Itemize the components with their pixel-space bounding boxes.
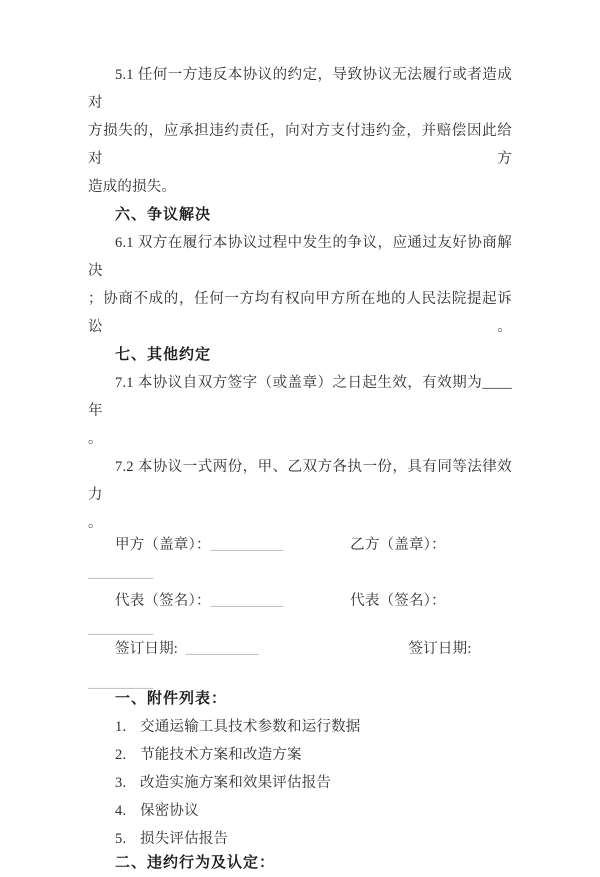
clause-6-1-line-1: 6.1 双方在履行本协议过程中发生的争议，应通过友好协商解决 <box>88 235 512 279</box>
party-a-rep-blank: __________ <box>210 593 284 609</box>
clause-5-1-line-3: 造成的损失。 <box>88 179 177 195</box>
clause-6-1-line-2: ；协商不成的，任何一方均有权向甲方所在地的人民法院提起诉讼。 <box>88 291 512 335</box>
party-b-rep-blank: _________ <box>88 621 154 637</box>
list-item <box>88 769 512 797</box>
party-a-date-label: 签订日期: <box>115 641 179 657</box>
seal-signature-row <box>88 531 512 587</box>
clause-7-1-line-1: 7.1 本协议自双方签字（或盖章）之日起生效，有效期为____年 <box>88 375 512 419</box>
list-item-number: 2. <box>115 747 127 763</box>
party-b-date-blank: _________ <box>88 675 154 691</box>
party-b-date-label: 签订日期: <box>408 641 472 657</box>
clause-5-1-line-2: 方损失的，应承担违约责任，向对方支付违约金，并赔偿因此给对方 <box>88 123 512 167</box>
list-item-text: 损失评估报告 <box>140 831 229 847</box>
party-b-seal-label: 乙方（盖章）： <box>350 537 446 553</box>
heading-attachment-list: 一、附件列表： <box>115 691 228 707</box>
list-item-text: 节能技术方案和改造方案 <box>140 747 302 763</box>
attachment-list <box>88 685 512 853</box>
list-item <box>88 797 512 825</box>
party-b-seal-blank: _________ <box>88 565 154 581</box>
list-item-text: 保密协议 <box>140 803 199 819</box>
list-item-number: 5. <box>115 831 127 847</box>
column-spacer <box>283 548 350 549</box>
party-a-date-blank: __________ <box>186 641 259 657</box>
clause-5-1-line-1: 5.1 任何一方违反本协议的约定，导致协议无法履行或者造成对 <box>88 67 512 111</box>
party-a-rep-label: 代表（签名）： <box>115 593 211 609</box>
list-item <box>88 741 512 769</box>
clause-7-2-line-2: 。 <box>88 515 103 531</box>
clause-7-2-line-1: 7.2 本协议一式两份，甲、乙双方各执一份，具有同等法律效力 <box>88 459 512 503</box>
signature-block <box>88 531 512 697</box>
heading-breach-conduct: 二、违约行为及认定： <box>115 855 276 871</box>
list-item-number: 3. <box>115 775 127 791</box>
list-item-text: 改造实施方案和效果评估报告 <box>140 775 332 791</box>
column-spacer <box>283 604 350 605</box>
party-b-rep-label: 代表（签名）： <box>350 593 446 609</box>
clause-7-1-line-2: 。 <box>88 431 103 447</box>
heading-dispute-resolution: 六、争议解决 <box>115 207 212 223</box>
party-a-seal-blank: __________ <box>210 537 284 553</box>
column-spacer <box>259 652 409 653</box>
list-item <box>88 713 512 741</box>
list-item-text: 交通运输工具技术参数和运行数据 <box>140 719 361 735</box>
list-item-number: 4. <box>115 803 127 819</box>
heading-other-provisions: 七、其他约定 <box>115 347 212 363</box>
list-item-number: 1. <box>115 719 127 735</box>
party-a-seal-label: 甲方（盖章）： <box>115 537 211 553</box>
